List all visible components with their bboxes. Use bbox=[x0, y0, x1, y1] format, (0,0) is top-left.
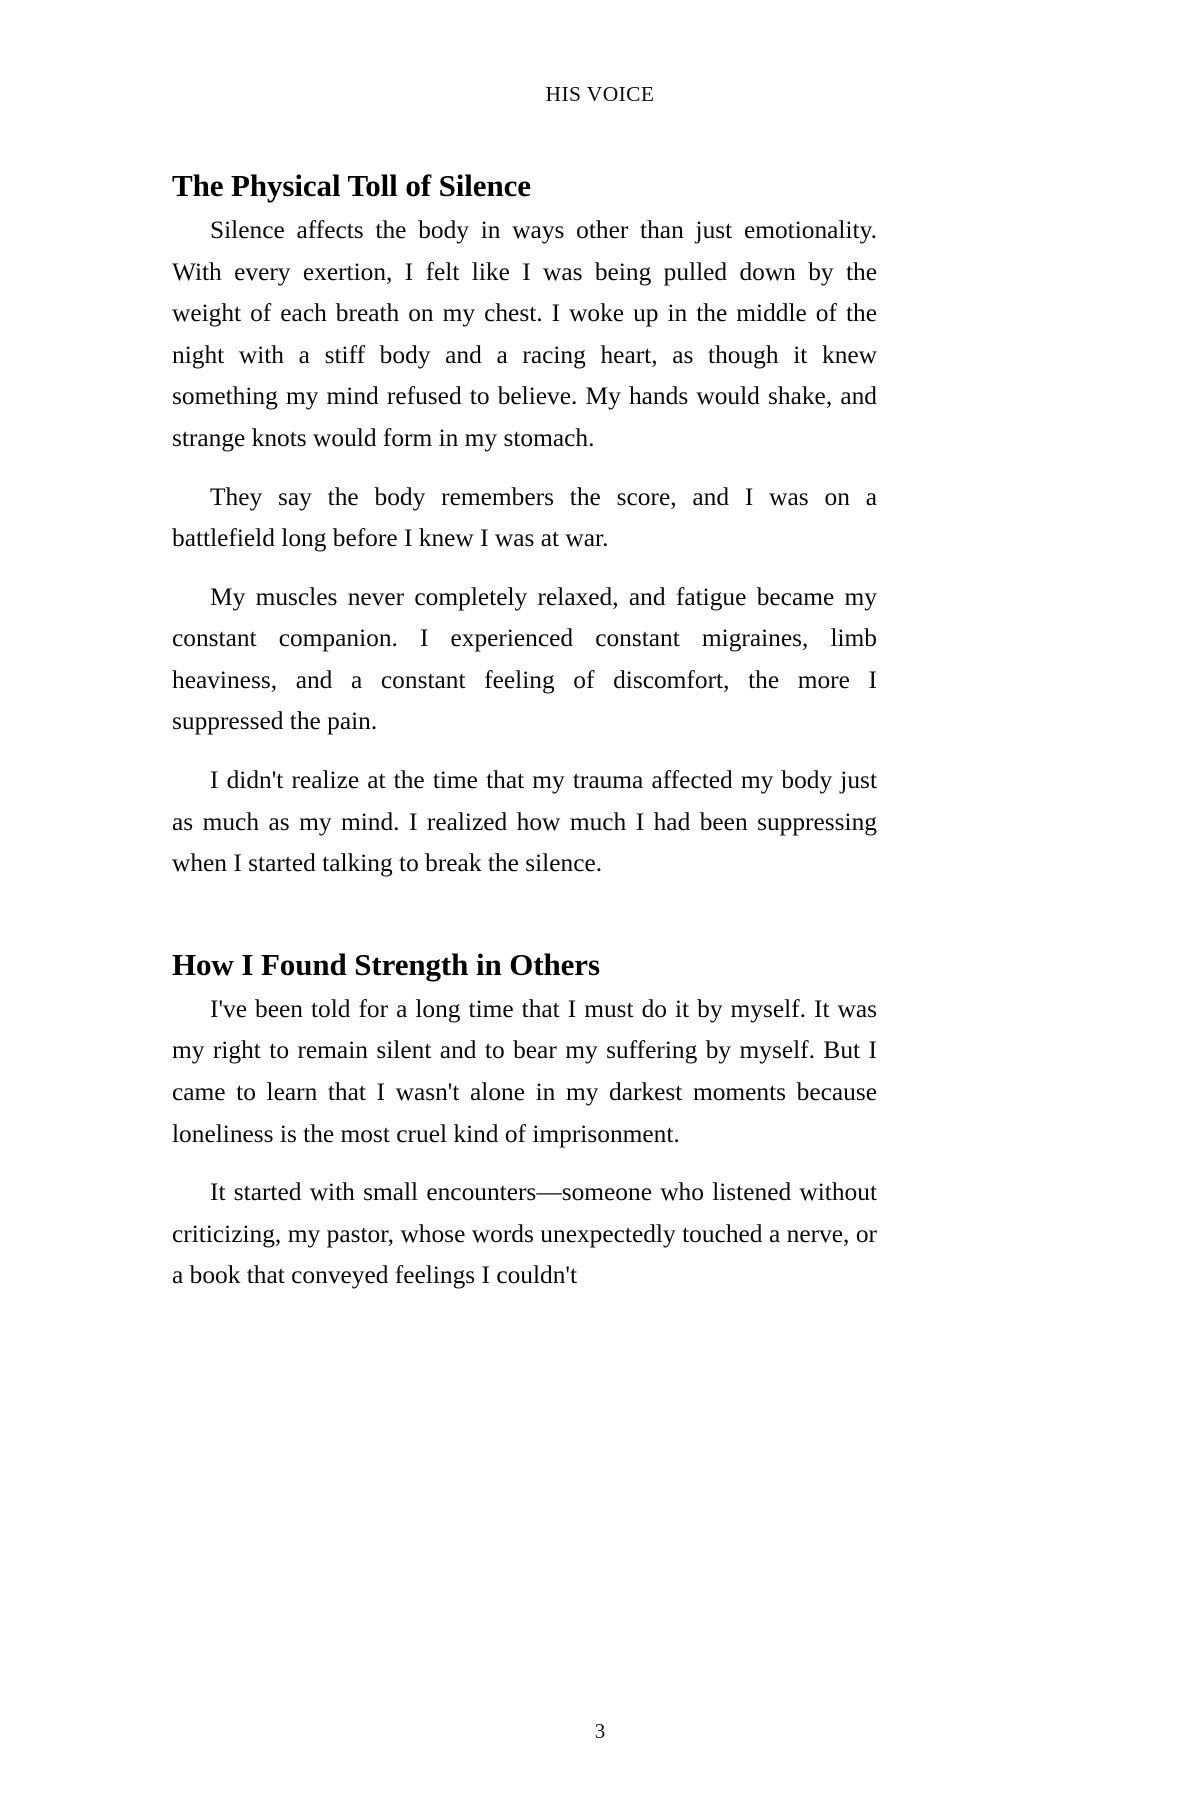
paragraph: Silence affects the body in ways other than just emotionality. With every exertion, I felt like I was being pulled down by the weight of each breath on my chest. I woke up in the middle of the night with a stiff body and a racing heart, as though it knew something my mind refused to believe. My hands would shake, and strange knots would form in my stomach. bbox=[172, 215, 877, 452]
section-heading-found-strength: How I Found Strength in Others bbox=[172, 946, 600, 982]
paragraph: I didn't realize at the time that my trauma affected my body just as much as my mind. I realized how much I had been suppressing when I started talking to break the silence. bbox=[172, 766, 877, 878]
paragraph: I've been told for a long time that I must do it by myself. It was my right to remain silent and to bear my suffering by myself. But I came to learn that I wasn't alone in my darkest moments because loneliness is the most cruel kind of imprisonment. bbox=[172, 994, 877, 1148]
page-number: 3 bbox=[594, 1719, 606, 1743]
paragraph: My muscles never completely relaxed, and fatigue became my constant companion. I experienced constant migraines, limb heaviness, and a constant feeling of discomfort, the more I suppressed the pain. bbox=[172, 582, 877, 736]
paragraph: They say the body remembers the score, and I was on a battlefield long before I knew I was at war. bbox=[172, 482, 877, 553]
page-content bbox=[172, 168, 877, 1297]
paragraph: It started with small encounters—someone who listened without criticizing, my pastor, whose words unexpectedly touched a nerve, or a book that conveyed feelings I couldn't bbox=[172, 1178, 877, 1290]
running-header: HIS VOICE bbox=[545, 82, 655, 106]
section-heading-physical-toll: The Physical Toll of Silence bbox=[172, 168, 531, 203]
